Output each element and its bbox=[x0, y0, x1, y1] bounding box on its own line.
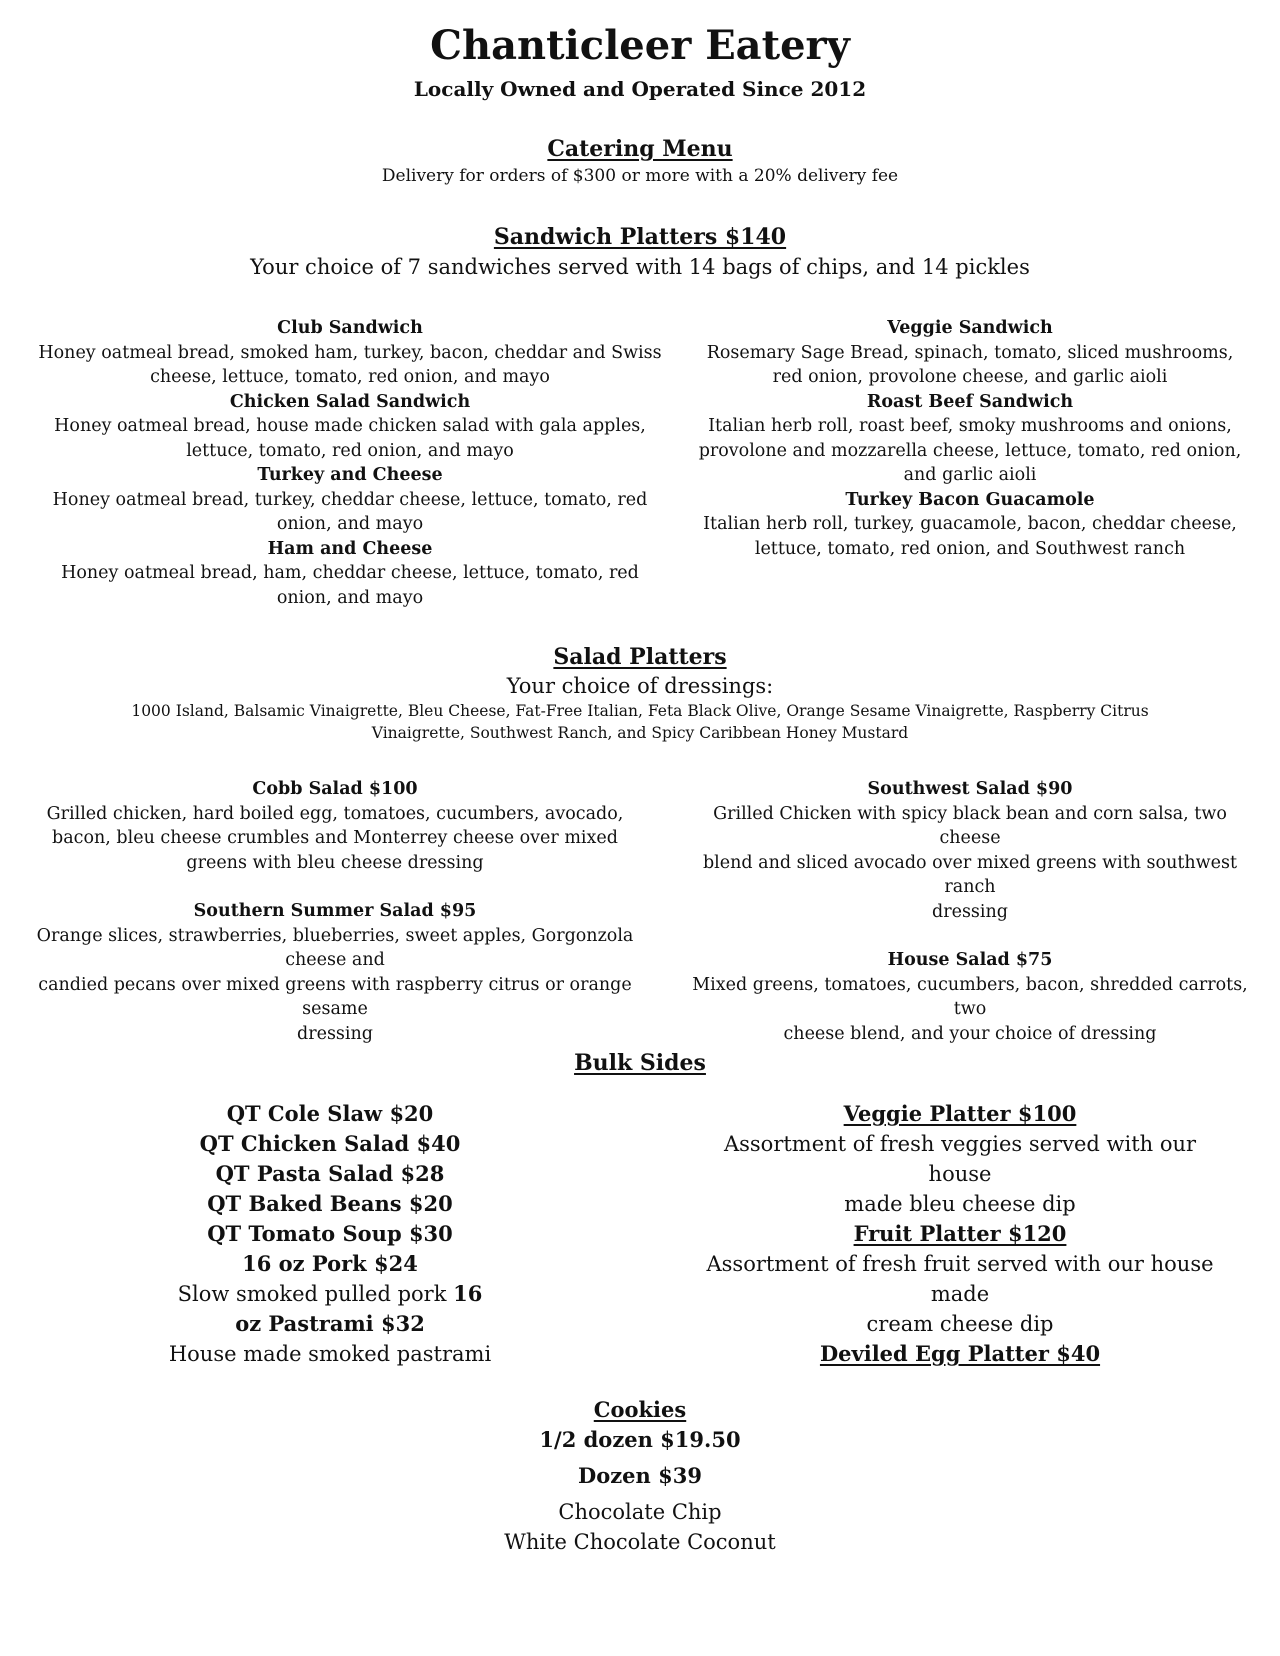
item-desc-line: Mixed greens, tomatoes, cucumbers, bacon, shredded carrots, two bbox=[692, 974, 1248, 1019]
sandwich-section-header bbox=[0, 222, 1280, 282]
item-desc-line: Honey oatmeal bread, house made chicken salad with gala apples, bbox=[54, 416, 646, 436]
sandwich-column-right bbox=[690, 316, 1250, 561]
menu-item bbox=[10, 899, 660, 1046]
bulk-sides-left bbox=[130, 1099, 530, 1369]
platter-name: Veggie Platter $100 bbox=[843, 1101, 1077, 1126]
item-desc-line: Italian herb roll, roast beef, smoky mushrooms and onions, bbox=[708, 416, 1232, 436]
side-item: QT Tomato Soup $30 bbox=[207, 1221, 453, 1246]
item-desc-line: Italian herb roll, turkey, guacamole, bacon, cheddar cheese, bbox=[703, 514, 1237, 534]
menu-item bbox=[30, 316, 670, 390]
restaurant-title: Chanticleer Eatery bbox=[430, 22, 850, 69]
sandwich-column-left bbox=[30, 316, 670, 610]
menu-item bbox=[680, 777, 1260, 924]
side-item: oz Pastrami $32 bbox=[235, 1311, 425, 1336]
sandwich-heading: Sandwich Platters $140 bbox=[493, 224, 787, 250]
spacer bbox=[10, 875, 660, 899]
spacer bbox=[680, 924, 1260, 948]
item-name: Cobb Salad $100 bbox=[252, 779, 418, 799]
item-desc-line: cheese blend, and your choice of dressing bbox=[783, 1023, 1157, 1044]
item-desc-line: Honey oatmeal bread, smoked ham, turkey, bacon, cheddar and Swiss bbox=[38, 342, 662, 363]
platter-desc: cream cheese dip bbox=[866, 1312, 1054, 1336]
bulk-sides-heading: Bulk Sides bbox=[574, 1050, 706, 1076]
cookie-price: 1/2 dozen $19.50 bbox=[539, 1427, 741, 1452]
side-item: QT Pasta Salad $28 bbox=[215, 1161, 445, 1186]
item-desc-line: lettuce, tomato, red onion, and mayo bbox=[186, 440, 514, 461]
catering-heading: Catering Menu bbox=[547, 136, 733, 162]
platter-name: Deviled Egg Platter $40 bbox=[819, 1341, 1101, 1366]
item-name: House Salad $75 bbox=[887, 950, 1053, 970]
side-item: QT Cole Slaw $20 bbox=[226, 1101, 434, 1126]
salad-heading: Salad Platters bbox=[553, 644, 727, 670]
salad-column-right bbox=[680, 777, 1260, 1046]
dressings-list-line: 1000 Island, Balsamic Vinaigrette, Bleu Cheese, Fat-Free Italian, Feta Black Olive, Orange Sesame Vinaigrette, Raspberry Citrus bbox=[131, 702, 1149, 720]
item-desc-line: Honey oatmeal bread, ham, cheddar cheese, lettuce, tomato, red bbox=[61, 563, 639, 583]
menu-item bbox=[690, 316, 1250, 390]
item-desc-line: and garlic aioli bbox=[903, 465, 1037, 485]
salad-column-left bbox=[10, 777, 660, 1046]
catering-section bbox=[0, 134, 1280, 188]
side-desc-text: Slow smoked pulled pork bbox=[177, 1282, 454, 1306]
side-item-fragment: 16 bbox=[453, 1281, 483, 1306]
platter-desc: Assortment of fresh fruit served with our house made bbox=[706, 1252, 1214, 1306]
item-desc-line: lettuce, tomato, red onion, and Southwest ranch bbox=[754, 538, 1186, 559]
side-item: QT Chicken Salad $40 bbox=[199, 1131, 461, 1156]
item-desc-line: bacon, bleu cheese crumbles and Monterrey cheese over mixed bbox=[52, 828, 618, 848]
platter-desc: Assortment of fresh veggies served with our house bbox=[723, 1132, 1197, 1186]
item-desc-line: onion, and mayo bbox=[276, 514, 424, 534]
item-desc-line: onion, and mayo bbox=[276, 587, 424, 608]
restaurant-subtitle: Locally Owned and Operated Since 2012 bbox=[413, 77, 867, 101]
item-desc-line: dressing bbox=[297, 1023, 373, 1044]
item-name: Southwest Salad $90 bbox=[867, 779, 1073, 799]
item-desc-line: cheese, lettuce, tomato, red onion, and mayo bbox=[150, 367, 550, 387]
item-name: Turkey Bacon Guacamole bbox=[845, 489, 1095, 510]
cookie-flavor: White Chocolate Coconut bbox=[504, 1530, 776, 1554]
side-item-desc bbox=[130, 1279, 530, 1309]
item-desc-line: Rosemary Sage Bread, spinach, tomato, sliced mushrooms, bbox=[706, 342, 1234, 363]
menu-item bbox=[10, 777, 660, 875]
item-desc-line: Grilled Chicken with spicy black bean and corn salsa, two cheese bbox=[713, 803, 1227, 848]
item-name: Roast Beef Sandwich bbox=[866, 391, 1074, 412]
bulk-sides-right bbox=[690, 1099, 1230, 1369]
side-item-desc: House made smoked pastrami bbox=[168, 1342, 492, 1366]
item-name: Club Sandwich bbox=[277, 318, 423, 338]
item-name: Turkey and Cheese bbox=[257, 465, 443, 485]
dressings-list-line: Vinaigrette, Southwest Ranch, and Spicy Caribbean Honey Mustard bbox=[371, 724, 909, 742]
side-item: 16 oz Pork $24 bbox=[242, 1251, 418, 1276]
item-desc-line: provolone and mozzarella cheese, lettuce, tomato, red onion, bbox=[698, 440, 1242, 461]
platter-name: Fruit Platter $120 bbox=[853, 1221, 1067, 1246]
platter-desc: made bleu cheese dip bbox=[844, 1192, 1076, 1216]
item-desc-line: Orange slices, strawberries, blueberries, sweet apples, Gorgonzola cheese and bbox=[36, 925, 634, 970]
side-item: QT Baked Beans $20 bbox=[207, 1191, 453, 1216]
sandwich-description: Your choice of 7 sandwiches served with 14 bags of chips, and 14 pickles bbox=[250, 255, 1030, 279]
cookie-price: Dozen $39 bbox=[578, 1463, 702, 1488]
item-desc-line: Grilled chicken, hard boiled egg, tomatoes, cucumbers, avocado, bbox=[46, 803, 624, 824]
dressings-intro: Your choice of dressings: bbox=[506, 674, 774, 698]
delivery-note: Delivery for orders of $300 or more with a 20% delivery fee bbox=[381, 166, 899, 186]
menu-item bbox=[690, 390, 1250, 488]
item-name: Southern Summer Salad $95 bbox=[193, 901, 477, 921]
menu-item bbox=[30, 463, 670, 537]
item-desc-line: candied pecans over mixed greens with raspberry citrus or orange sesame bbox=[38, 974, 632, 1019]
cookies-section bbox=[0, 1395, 1280, 1557]
item-name: Chicken Salad Sandwich bbox=[229, 391, 471, 412]
item-name: Ham and Cheese bbox=[267, 538, 433, 559]
cookie-flavor: Chocolate Chip bbox=[558, 1500, 722, 1524]
salad-section-header bbox=[0, 642, 1280, 744]
menu-item bbox=[680, 948, 1260, 1046]
item-desc-line: Honey oatmeal bread, turkey, cheddar cheese, lettuce, tomato, red bbox=[52, 489, 648, 510]
cookies-heading: Cookies bbox=[593, 1397, 687, 1422]
item-desc-line: blend and sliced avocado over mixed greens with southwest ranch bbox=[702, 852, 1237, 897]
menu-item bbox=[30, 537, 670, 611]
menu-item bbox=[30, 390, 670, 464]
item-desc-line: greens with bleu cheese dressing bbox=[186, 852, 484, 873]
menu-item bbox=[690, 488, 1250, 562]
item-name: Veggie Sandwich bbox=[887, 318, 1053, 338]
item-desc-line: red onion, provolone cheese, and garlic aioli bbox=[772, 367, 1168, 387]
item-desc-line: dressing bbox=[932, 901, 1008, 922]
